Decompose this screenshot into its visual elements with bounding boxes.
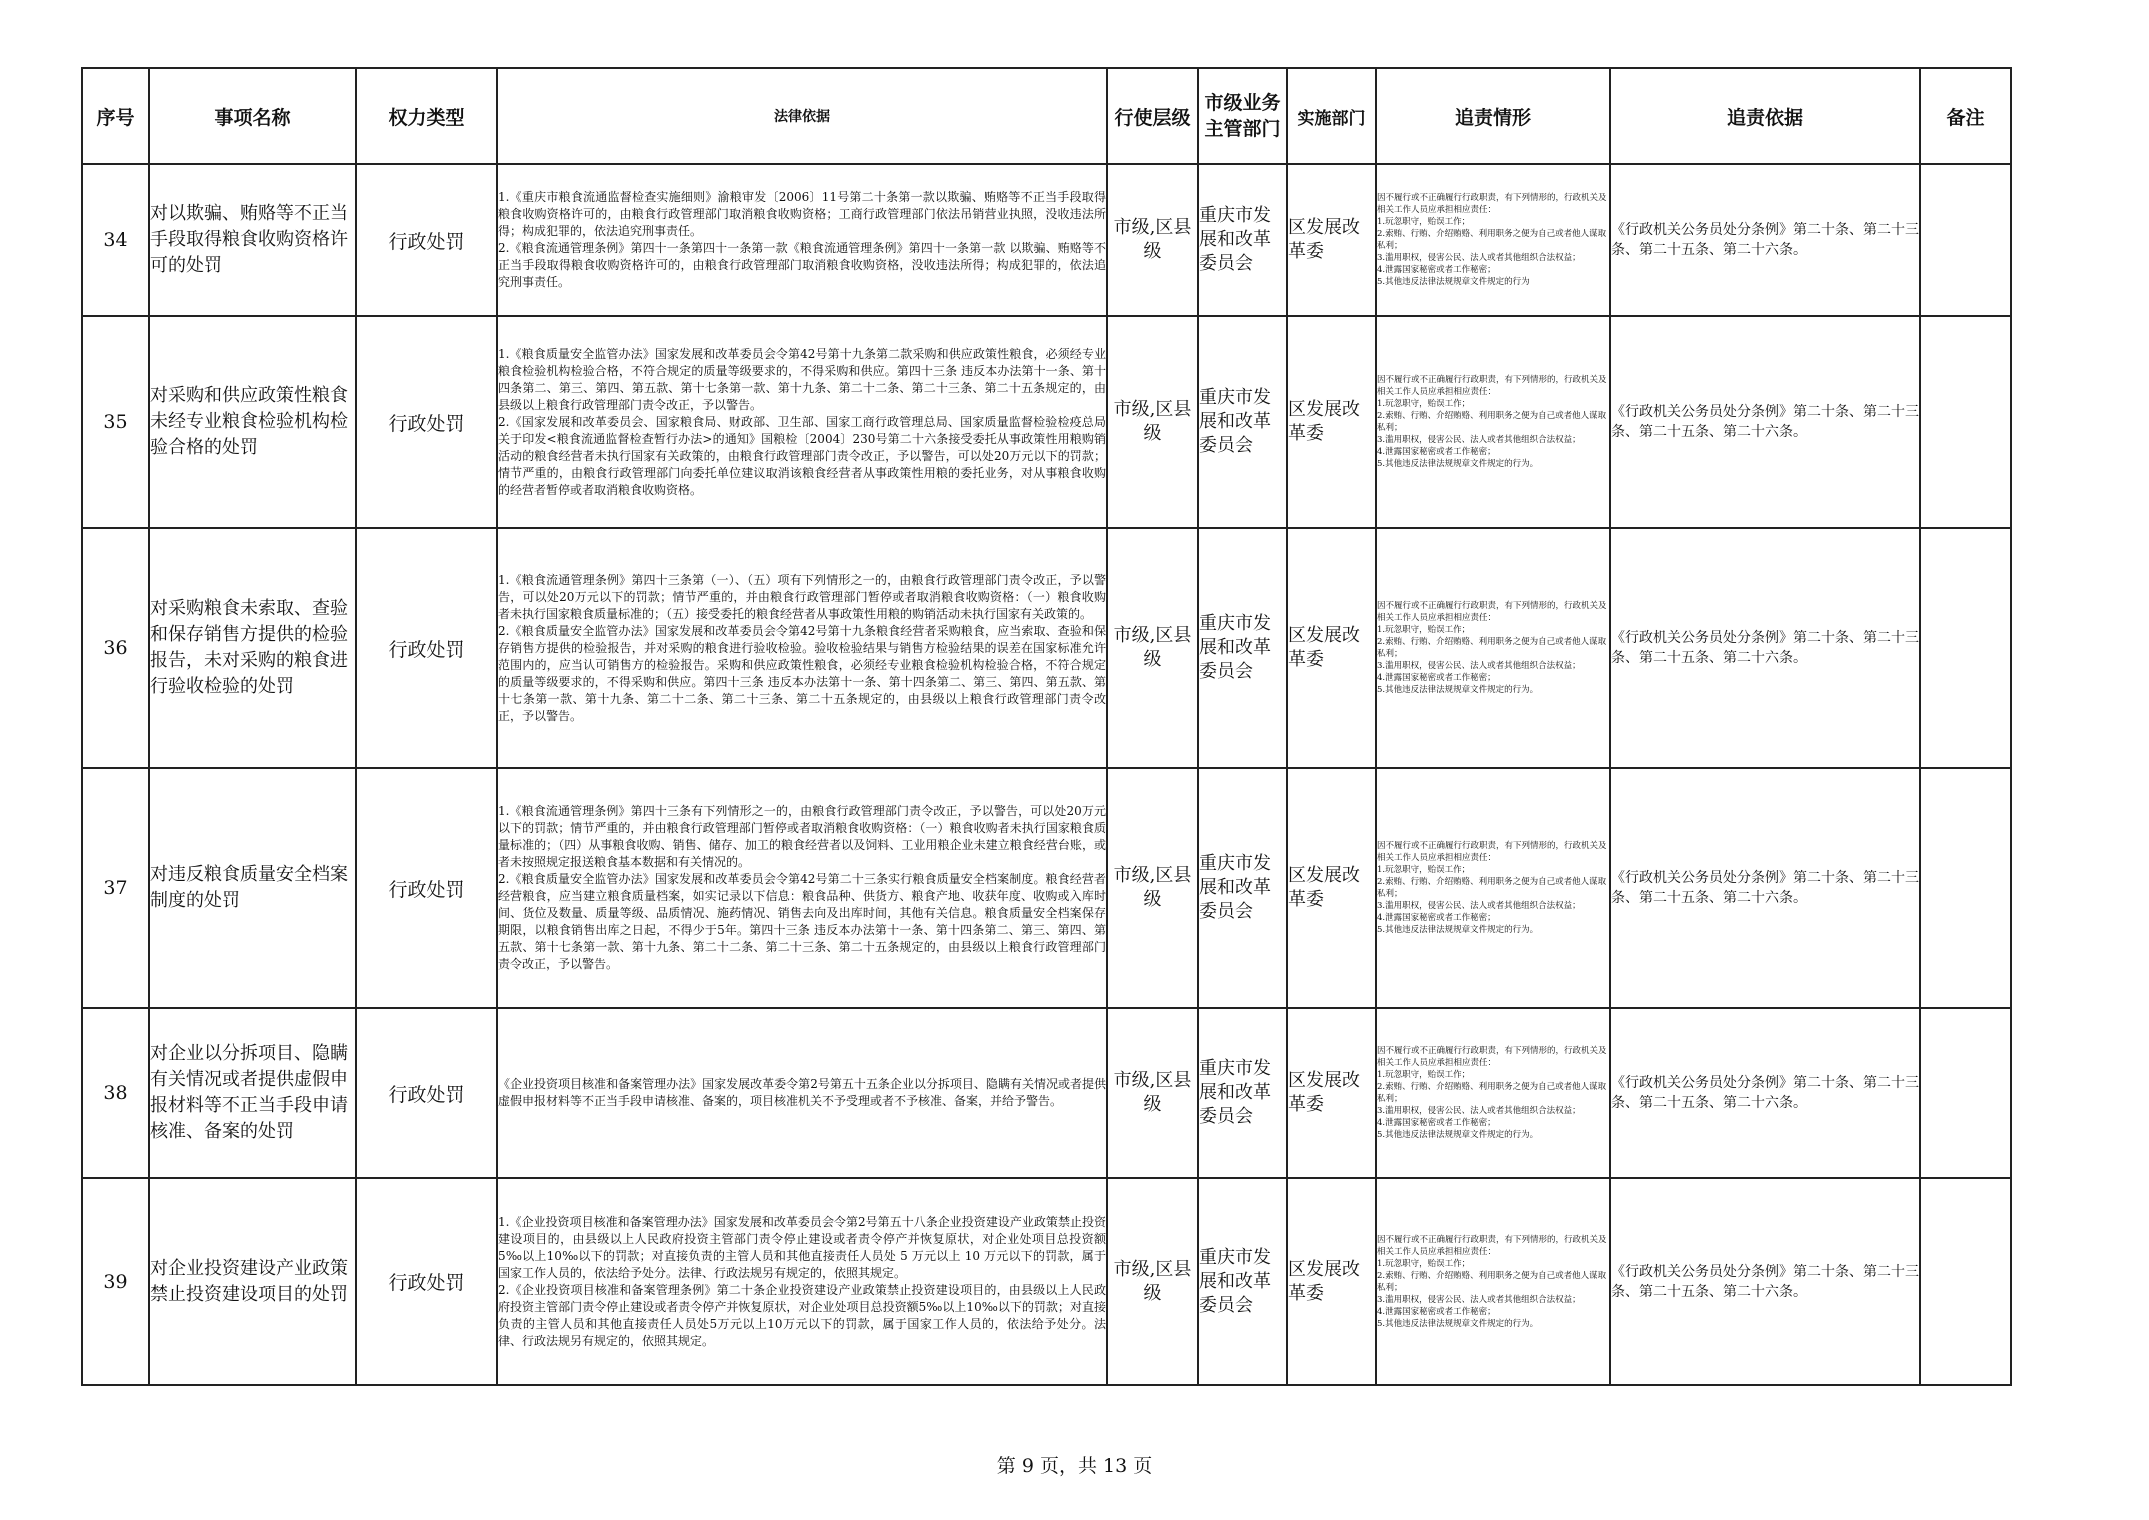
row-level: 市级,区县级 xyxy=(1107,316,1198,528)
row-accountability-cases xyxy=(1376,528,1610,768)
accountability-case-line: 5.其他违反法律法规规章文件规定的行为。 xyxy=(1377,685,1539,695)
row-impl-dept: 区发展改革委 xyxy=(1287,164,1376,316)
row-item-name: 对企业以分拆项目、隐瞒有关情况或者提供虚假申报材料等不正当手段申请核准、备案的处罚 xyxy=(149,1008,356,1178)
row-level: 市级,区县级 xyxy=(1107,1178,1198,1385)
row-power-type: 行政处罚 xyxy=(356,316,497,528)
row-accountability-cases xyxy=(1376,316,1610,528)
row-accountability-basis: 《行政机关公务员处分条例》第二十条、第二十三条、第二十五条、第二十六条。 xyxy=(1610,1178,1920,1385)
accountability-case-line: 2.索贿、行贿、介绍贿赂、利用职务之便为自己或者他人谋取私利； xyxy=(1377,229,1607,251)
row-seq: 36 xyxy=(82,528,149,768)
accountability-case-line: 3.滥用职权，侵害公民、法人或者其他组织合法权益； xyxy=(1377,435,1581,445)
accountability-case-line: 1.玩忽职守，贻误工作； xyxy=(1377,865,1471,875)
accountability-case-line: 3.滥用职权，侵害公民、法人或者其他组织合法权益； xyxy=(1377,253,1581,263)
legal-basis-paragraph: 1.《粮食流通管理条例》第四十三条第（一）、（五）项有下列情形之一的，由粮食行政管理部门责令改正，予以警告，可以处20万元以下的罚款；情节严重的，并由粮食行政管理部门暂停或者取消粮食收购资格：（一）粮食收购者未执行国家粮食质量标准的；（五）接受委托的粮食经营者从事政策性用粮的购销活动未执行国家有关政策的。 xyxy=(498,572,1106,621)
legal-basis-paragraph: 1.《重庆市粮食流通监督检查实施细则》渝粮审发〔2006〕11号第二十条第一款以欺骗、贿赂等不正当手段取得粮食收购资格许可的，由粮食行政管理部门取消粮食收购资格；工商行政管理部门依法吊销营业执照，没收违法所得；构成犯罪的，依法追究刑事责任。 xyxy=(498,190,1106,238)
row-impl-dept: 区发展改革委 xyxy=(1287,528,1376,768)
row-remark xyxy=(1920,768,2011,1008)
accountability-case-line: 5.其他违反法律法规规章文件规定的行为 xyxy=(1377,277,1530,287)
row-accountability-cases xyxy=(1376,768,1610,1008)
accountability-case-line: 1.玩忽职守，贻误工作； xyxy=(1377,217,1471,227)
legal-basis-paragraph: 1.《粮食质量安全监管办法》国家发展和改革委员会令第42号第十九条第二款采购和供应政策性粮食，必须经专业粮食检验机构检验合格，不符合规定的质量等级要求的，不得采购和供应。第四十三条 违反本办法第十一条、第十四条第二、第三、第四、第五款、第十七条第一款、第十九条、第二十二条、第二十三条、第二十五条规定的，由县级以上粮食行政管理部门责令改正，予以警告。 xyxy=(498,346,1106,412)
row-city-dept: 重庆市发展和改革委员会 xyxy=(1198,164,1287,316)
accountability-case-line: 1.玩忽职守，贻误工作； xyxy=(1377,1258,1471,1269)
header-dept: 市级业务主管部门 xyxy=(1198,68,1287,164)
legal-basis-paragraph: 2.《企业投资项目核准和备案管理条例》第二十条企业投资建设产业政策禁止投资建设项目的，由县级以上人民政府投资主管部门责令停止建设或者责令停产并恢复原状，对企业处项目总投资额5‰以上10‰以下的罚款；对直接负责的主管人员和其他直接责任人员处5万元以上10万元以下的罚款，属于国家工作人员的，依法给予处分。法律、行政法规另有规定的，依照其规定。 xyxy=(498,1282,1106,1348)
row-item-name: 对采购和供应政策性粮食未经专业粮食检验机构检验合格的处罚 xyxy=(149,316,356,528)
row-accountability-basis: 《行政机关公务员处分条例》第二十条、第二十三条、第二十五条、第二十六条。 xyxy=(1610,1008,1920,1178)
legal-basis-paragraph: 《企业投资项目核准和备案管理办法》国家发展改革委令第2号第五十五条企业以分拆项目、隐瞒有关情况或者提供虚假申报材料等不正当手段申请核准、备案的，项目核准机关不予受理或者不予核准、备案，并给予警告。 xyxy=(498,1077,1106,1108)
accountability-case-line: 5.其他违反法律法规规章文件规定的行为。 xyxy=(1377,925,1539,935)
row-power-type: 行政处罚 xyxy=(356,528,497,768)
header-seq: 序号 xyxy=(82,68,149,164)
accountability-case-line: 因不履行或不正确履行行政职责，有下列情形的，行政机关及相关工作人员应承担相应责任： xyxy=(1377,1046,1607,1068)
row-level: 市级,区县级 xyxy=(1107,768,1198,1008)
header-level: 行使层级 xyxy=(1107,68,1198,164)
row-power-type: 行政处罚 xyxy=(356,1008,497,1178)
header-remark: 备注 xyxy=(1920,68,2011,164)
row-seq: 39 xyxy=(82,1178,149,1385)
row-level: 市级,区县级 xyxy=(1107,1008,1198,1178)
accountability-case-line: 3.滥用职权，侵害公民、法人或者其他组织合法权益； xyxy=(1377,661,1581,671)
row-item-name: 对违反粮食质量安全档案制度的处罚 xyxy=(149,768,356,1008)
row-seq: 34 xyxy=(82,164,149,316)
legal-basis-paragraph: 2.《国家发展和改革委员会、国家粮食局、财政部、卫生部、国家工商行政管理总局、国家质量监督检验检疫总局关于印发<粮食流通监督检查暂行办法>的通知》国粮检〔2004〕230号第二十六条接受委托从事政策性用粮购销活动的粮食经营者未执行国家有关政策的，由粮食行政管理部门责令改正，予以警告，可以处20万元以下的罚款；情节严重的，由粮食行政管理部门向委托单位建议取消该粮食经营者从事政策性用粮的委托业务，对从事粮食收购的经营者暂停或者取消粮食收购资格。 xyxy=(498,414,1106,497)
accountability-case-line: 5.其他违反法律法规规章文件规定的行为。 xyxy=(1377,459,1539,469)
accountability-case-line: 1.玩忽职守，贻误工作； xyxy=(1377,625,1471,635)
header-ptype: 权力类型 xyxy=(356,68,497,164)
legal-basis-paragraph: 2.《粮食质量安全监管办法》国家发展和改革委员会令第42号第二十三条实行粮食质量安全档案制度。粮食经营者经营粮食，应当建立粮食质量档案，如实记录以下信息：粮食品种、供货方、粮食产地、收获年度、收购或入库时间、货位及数量、质量等级、品质情况、施药情况、销售去向及出库时间，其他有关信息。粮食质量安全档案保存期限，以粮食销售出库之日起，不得少于5年。第四十三条 违反本办法第十一条、第十四条第二、第三、第四、第五款、第十七条第一款、第十九条、第二十二条、第二十三条、第二十五条规定的，由县级以上粮食行政管理部门责令改正，予以警告。 xyxy=(498,872,1106,971)
table-body xyxy=(82,164,2011,1385)
row-level: 市级,区县级 xyxy=(1107,528,1198,768)
header-impl: 实施部门 xyxy=(1287,68,1376,164)
legal-basis-paragraph: 1.《企业投资项目核准和备案管理办法》国家发展和改革委员会令第2号第五十八条企业投资建设产业政策禁止投资建设项目的，由县级以上人民政府投资主管部门责令停止建设或者责令停产并恢复原状，对企业处项目总投资额5‰以上10‰以下的罚款；对直接负责的主管人员和其他直接责任人员处 5 万元以上 10 万元以下的罚款，属于国家工作人员的，依法给予处分。法律、行政法规另有规定的，依照其规定。 xyxy=(498,1214,1106,1280)
row-remark xyxy=(1920,1178,2011,1385)
header-accb: 追责依据 xyxy=(1610,68,1920,164)
row-legal-basis xyxy=(497,1178,1107,1385)
accountability-case-line: 因不履行或不正确履行行政职责，有下列情形的，行政机关及相关工作人员应承担相应责任： xyxy=(1377,193,1607,215)
accountability-case-line: 2.索贿、行贿、介绍贿赂、利用职务之便为自己或者他人谋取私利； xyxy=(1377,1270,1607,1293)
table-row xyxy=(82,164,2011,316)
page-footer: 第 9 页，共 13 页 xyxy=(996,1455,1153,1477)
row-remark xyxy=(1920,316,2011,528)
accountability-case-line: 4.泄露国家秘密或者工作秘密； xyxy=(1377,1306,1496,1317)
header-basis: 法律依据 xyxy=(497,68,1107,164)
row-city-dept: 重庆市发展和改革委员会 xyxy=(1198,1178,1287,1385)
table-header-row xyxy=(82,68,2011,164)
accountability-case-line: 1.玩忽职守，贻误工作； xyxy=(1377,1070,1471,1080)
row-legal-basis xyxy=(497,1008,1107,1178)
row-accountability-cases xyxy=(1376,164,1610,316)
row-city-dept: 重庆市发展和改革委员会 xyxy=(1198,528,1287,768)
row-level: 市级,区县级 xyxy=(1107,164,1198,316)
accountability-case-line: 5.其他违反法律法规规章文件规定的行为。 xyxy=(1377,1130,1539,1140)
row-legal-basis xyxy=(497,528,1107,768)
row-impl-dept: 区发展改革委 xyxy=(1287,1008,1376,1178)
row-accountability-cases xyxy=(1376,1178,1610,1385)
row-remark xyxy=(1920,164,2011,316)
row-item-name: 对采购粮食未索取、查验和保存销售方提供的检验报告，未对采购的粮食进行验收检验的处罚 xyxy=(149,528,356,768)
table-row xyxy=(82,1008,2011,1178)
accountability-case-line: 因不履行或不正确履行行政职责，有下列情形的，行政机关及相关工作人员应承担相应责任： xyxy=(1377,1234,1607,1257)
accountability-case-line: 4.泄露国家秘密或者工作秘密； xyxy=(1377,265,1496,275)
row-accountability-basis: 《行政机关公务员处分条例》第二十条、第二十三条、第二十五条、第二十六条。 xyxy=(1610,768,1920,1008)
row-remark xyxy=(1920,528,2011,768)
header-name: 事项名称 xyxy=(149,68,356,164)
table-row xyxy=(82,528,2011,768)
accountability-case-line: 因不履行或不正确履行行政职责，有下列情形的，行政机关及相关工作人员应承担相应责任： xyxy=(1377,375,1607,397)
row-city-dept: 重庆市发展和改革委员会 xyxy=(1198,316,1287,528)
row-accountability-basis: 《行政机关公务员处分条例》第二十条、第二十三条、第二十五条、第二十六条。 xyxy=(1610,164,1920,316)
row-power-type: 行政处罚 xyxy=(356,164,497,316)
legal-basis-paragraph: 2.《粮食流通管理条例》第四十一条第四十一条第一款《粮食流通管理条例》第四十一条第一款 以欺骗、贿赂等不正当手段取得粮食收购资格许可的，由粮食行政管理部门取消粮食收购资格，没收违法所得；构成犯罪的，依法追究刑事责任。 xyxy=(498,241,1106,289)
table-row xyxy=(82,1178,2011,1385)
accountability-case-line: 4.泄露国家秘密或者工作秘密； xyxy=(1377,673,1496,683)
accountability-case-line: 4.泄露国家秘密或者工作秘密； xyxy=(1377,1118,1496,1128)
legal-basis-paragraph: 2.《粮食质量安全监管办法》国家发展和改革委员会令第42号第十九条粮食经营者采购粮食，应当索取、查验和保存销售方提供的检验报告，并对采购的粮食进行验收检验。验收检验结果与销售方检验结果的误差在国家标准允许范围内的，应当认可销售方的检验报告。采购和供应政策性粮食，必须经专业粮食检验机构检验合格，不符合规定的质量等级要求的，不得采购和供应。第四十三条 违反本办法第十一条、第十四条第二、第三、第四、第五款、第十七条第一款、第十九条、第二十二条、第二十三条、第二十五条规定的，由县级以上粮食行政管理部门责令改正，予以警告。 xyxy=(498,623,1106,723)
row-power-type: 行政处罚 xyxy=(356,1178,497,1385)
row-seq: 37 xyxy=(82,768,149,1008)
row-item-name: 对以欺骗、贿赂等不正当手段取得粮食收购资格许可的处罚 xyxy=(149,164,356,316)
row-power-type: 行政处罚 xyxy=(356,768,497,1008)
row-impl-dept: 区发展改革委 xyxy=(1287,316,1376,528)
row-seq: 35 xyxy=(82,316,149,528)
table-row xyxy=(82,316,2011,528)
row-item-name: 对企业投资建设产业政策禁止投资建设项目的处罚 xyxy=(149,1178,356,1385)
power-list-table xyxy=(81,67,2012,1386)
accountability-case-line: 4.泄露国家秘密或者工作秘密； xyxy=(1377,913,1496,923)
table-row xyxy=(82,768,2011,1008)
accountability-case-line: 2.索贿、行贿、介绍贿赂、利用职务之便为自己或者他人谋取私利； xyxy=(1377,637,1607,659)
row-city-dept: 重庆市发展和改革委员会 xyxy=(1198,768,1287,1008)
accountability-case-line: 3.滥用职权，侵害公民、法人或者其他组织合法权益； xyxy=(1377,1106,1581,1116)
legal-basis-paragraph: 1.《粮食流通管理条例》第四十三条有下列情形之一的，由粮食行政管理部门责令改正，予以警告，可以处20万元以下的罚款；情节严重的，并由粮食行政管理部门暂停或者取消粮食收购资格：（一）粮食收购者未执行国家粮食质量标准的；（四）从事粮食收购、销售、储存、加工的粮食经营者以及饲料、工业用粮企业未建立粮食经营台账，或者未按照规定报送粮食基本数据和有关情况的。 xyxy=(498,804,1106,869)
accountability-case-line: 4.泄露国家秘密或者工作秘密； xyxy=(1377,447,1496,457)
row-legal-basis xyxy=(497,164,1107,316)
accountability-case-line: 3.滥用职权，侵害公民、法人或者其他组织合法权益； xyxy=(1377,1294,1581,1305)
accountability-case-line: 2.索贿、行贿、介绍贿赂、利用职务之便为自己或者他人谋取私利； xyxy=(1377,411,1607,433)
row-accountability-basis: 《行政机关公务员处分条例》第二十条、第二十三条、第二十五条、第二十六条。 xyxy=(1610,316,1920,528)
row-impl-dept: 区发展改革委 xyxy=(1287,768,1376,1008)
row-accountability-basis: 《行政机关公务员处分条例》第二十条、第二十三条、第二十五条、第二十六条。 xyxy=(1610,528,1920,768)
accountability-case-line: 因不履行或不正确履行行政职责，有下列情形的，行政机关及相关工作人员应承担相应责任： xyxy=(1377,601,1607,623)
row-remark xyxy=(1920,1008,2011,1178)
accountability-case-line: 5.其他违反法律法规规章文件规定的行为。 xyxy=(1377,1318,1539,1329)
row-accountability-cases xyxy=(1376,1008,1610,1178)
accountability-case-line: 2.索贿、行贿、介绍贿赂、利用职务之便为自己或者他人谋取私利； xyxy=(1377,1082,1607,1104)
accountability-case-line: 2.索贿、行贿、介绍贿赂、利用职务之便为自己或者他人谋取私利； xyxy=(1377,877,1607,899)
row-legal-basis xyxy=(497,768,1107,1008)
accountability-case-line: 因不履行或不正确履行行政职责，有下列情形的，行政机关及相关工作人员应承担相应责任： xyxy=(1377,841,1607,863)
row-city-dept: 重庆市发展和改革委员会 xyxy=(1198,1008,1287,1178)
accountability-case-line: 3.滥用职权，侵害公民、法人或者其他组织合法权益； xyxy=(1377,901,1581,911)
header-acc: 追责情形 xyxy=(1376,68,1610,164)
row-seq: 38 xyxy=(82,1008,149,1178)
row-impl-dept: 区发展改革委 xyxy=(1287,1178,1376,1385)
row-legal-basis xyxy=(497,316,1107,528)
accountability-case-line: 1.玩忽职守，贻误工作； xyxy=(1377,399,1471,409)
